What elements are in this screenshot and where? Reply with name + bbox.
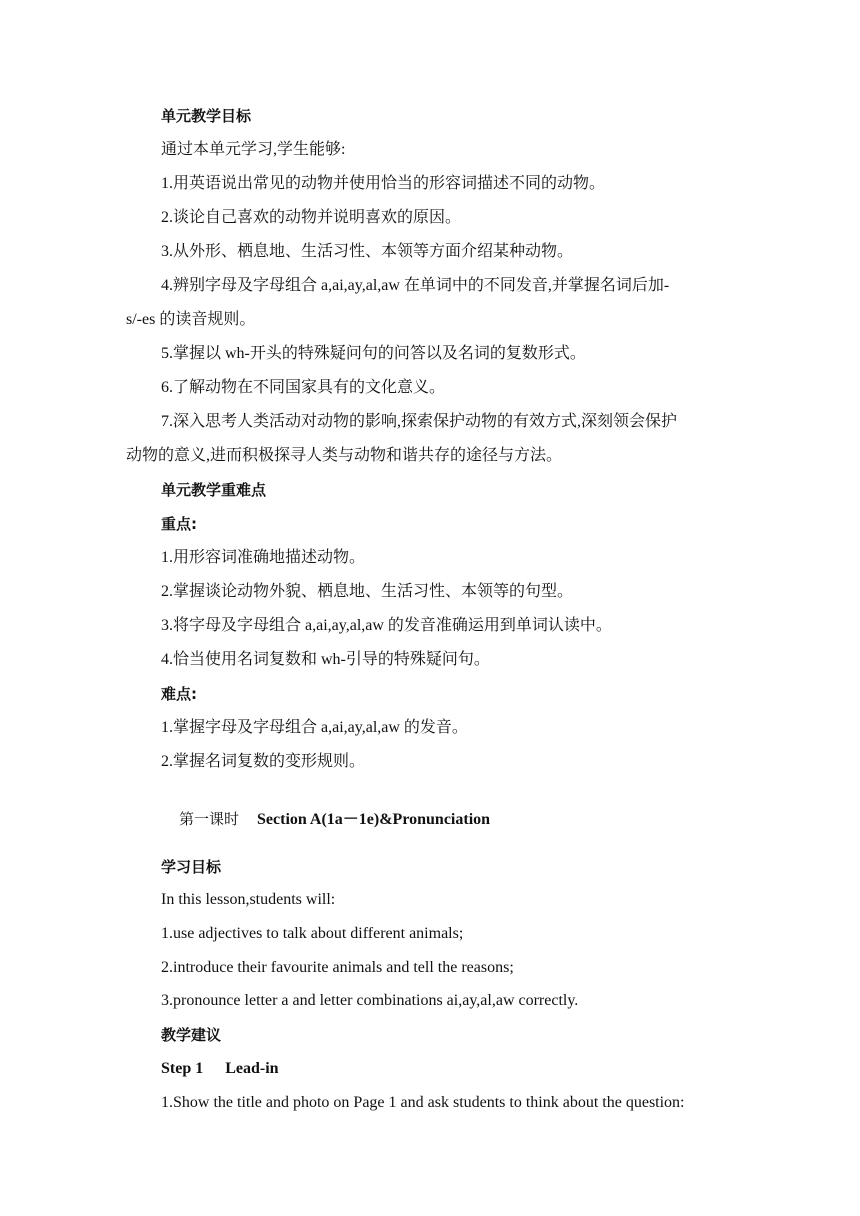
difficult-point-item: 2.掌握名词复数的变形规则。 [161, 753, 366, 770]
unit-goal-item: 6.了解动物在不同国家具有的文化意义。 [161, 379, 446, 396]
step-title [161, 1058, 738, 1080]
key-point-item: 3.将字母及字母组合 a,ai,ay,al,aw 的发音准确运用到单词认读中。 [161, 617, 612, 634]
learning-objective-item: 2.introduce their favourite animals and tell the reasons; [161, 959, 514, 976]
learning-objectives-intro: In this lesson,students will: [161, 891, 336, 908]
unit-goal-item-continued: s/-es 的读音规则。 [126, 311, 256, 328]
lesson-period-label: 第一课时 [179, 810, 240, 828]
unit-goal-item: 1.用英语说出常见的动物并使用恰当的形容词描述不同的动物。 [161, 175, 606, 192]
difficult-points-label: 难点: [161, 685, 197, 703]
unit-goals-heading: 单元教学目标 [161, 107, 252, 125]
teaching-suggestions-heading: 教学建议 [161, 1026, 222, 1044]
learning-objective-item: 3.pronounce letter a and letter combinations ai,ay,al,aw correctly. [161, 992, 579, 1009]
step-name: Lead-in [225, 1060, 279, 1077]
learning-objectives-heading: 学习目标 [161, 858, 222, 876]
difficult-point-item: 1.掌握字母及字母组合 a,ai,ay,al,aw 的发音。 [161, 719, 468, 736]
unit-goal-item-continued: 动物的意义,进而积极探寻人类与动物和谐共存的途径与方法。 [126, 447, 563, 464]
unit-goal-item: 5.掌握以 wh-开头的特殊疑问句的问答以及名词的复数形式。 [161, 345, 586, 362]
step-item: 1.Show the title and photo on Page 1 and ask students to think about the question: [161, 1094, 685, 1111]
unit-goals-intro: 通过本单元学习,学生能够: [161, 141, 346, 158]
key-point-item: 4.恰当使用名词复数和 wh-引导的特殊疑问句。 [161, 651, 490, 668]
unit-goal-item: 2.谈论自己喜欢的动物并说明喜欢的原因。 [161, 209, 462, 226]
unit-key-points-heading: 单元教学重难点 [161, 481, 267, 499]
key-points-label: 重点: [161, 515, 197, 533]
unit-goal-item: 7.深入思考人类活动对动物的影响,探索保护动物的有效方式,深刻领会保护 [161, 413, 678, 430]
unit-goal-item: 3.从外形、栖息地、生活习性、本领等方面介绍某种动物。 [161, 243, 574, 260]
learning-objective-item: 1.use adjectives to talk about different animals; [161, 925, 464, 942]
step-label: Step 1 [161, 1060, 204, 1077]
unit-goal-item: 4.辨别字母及字母组合 a,ai,ay,al,aw 在单词中的不同发音,并掌握名词后加- [161, 277, 670, 294]
lesson-title [179, 808, 739, 831]
lesson-section-title: Section A(1a－1e)&Pronunciation [257, 811, 491, 828]
key-point-item: 2.掌握谈论动物外貌、栖息地、生活习性、本领等的句型。 [161, 583, 574, 600]
key-point-item: 1.用形容词准确地描述动物。 [161, 549, 366, 566]
